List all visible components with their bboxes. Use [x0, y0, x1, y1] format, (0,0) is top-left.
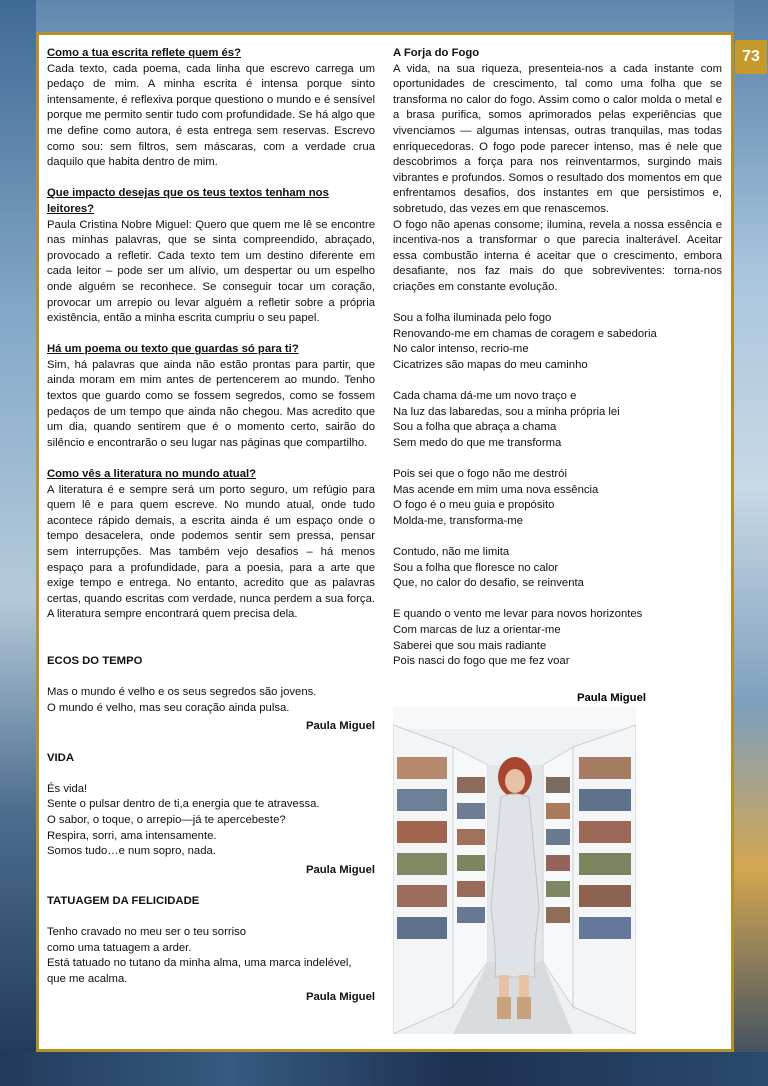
poem-vida: [47, 751, 375, 879]
interview-answer: Cada texto, cada poema, cada linha que escrevo carrega um pedaço de mim. A minha escrita é intensa porque sinto intensamente, é reflexiva porque questiono o mundo e é sensível porque me permito sentir tudo com profundidade. Se há algo que me define como autora, é esta entrega sem reservas. Escrevo como sou: sem filtros, sem máscaras, com a verdade crua daquilo que habita dentro de mim.: [47, 62, 375, 169]
forja-title: A Forja do Fogo: [393, 47, 480, 59]
poem-stanza: [393, 467, 722, 529]
poem-ecos-do-tempo: [47, 654, 375, 735]
poem-line: Sente o pulsar dentro de ti,a energia que te atravessa.: [47, 798, 320, 811]
poem-line: No calor intenso, recrio-me: [393, 343, 529, 356]
poem-line: Pois sei que o fogo não me destrói: [393, 468, 567, 481]
right-column: [393, 46, 722, 670]
poem-line: O mundo é velho, mas seu coração ainda pulsa.: [47, 701, 290, 714]
poem-title: TATUAGEM DA FELICIDADE: [47, 894, 200, 907]
forja-author: Paula Miguel: [576, 692, 646, 704]
poem-line: Contudo, não me limita: [393, 546, 510, 558]
page-number: 73: [735, 40, 767, 74]
poem-line: O sabor, o toque, o arrepio—já te apercebeste?: [47, 813, 286, 826]
interview-answer: A literatura é e sempre será um porto seguro, um refúgio para quem lê e para quem escreve. No mundo atual, onde tudo acontece rápido demais, a escrita ainda é um espaço onde o tempo desacelera, onde podemos sentir sem pressa, pensar sem interrupções. Mas também vejo desafios – há menos espaço para a profundidade, para a poesia, para a arte que exige tempo e entrega. No entanto, acredito que as palavras certas, quando escritas com verdade, nunca perdem a sua força. A literatura sempre encontrará quem precisa dela.: [47, 483, 375, 621]
poem-line: Sou a folha iluminada pelo fogo: [393, 312, 552, 325]
author-photo: [393, 707, 636, 1034]
poem-line: Com marcas de luz a orientar-me: [393, 623, 561, 636]
poem-line: Cada chama dá-me um novo traço e: [393, 390, 577, 403]
interview-item: [47, 46, 375, 171]
poem-line: E quando o vento me levar para novos horizontes: [393, 608, 643, 621]
poem-line: Respira, sorri, ama intensamente.: [47, 829, 217, 842]
poem-tatuagem-da-felicidade: [47, 894, 375, 1006]
poem-line: Sou a folha que floresce no calor: [393, 561, 559, 574]
interview-question: Há um poema ou texto que guardas só para ti?: [47, 343, 299, 356]
interview-question: Que impacto desejas que os teus textos tenham nos leitores?: [47, 187, 329, 215]
poem-line: Cicatrizes são mapas do meu caminho: [393, 358, 588, 371]
library-illustration: [393, 707, 636, 1034]
poem-line: Que, no calor do desafio, se reinventa: [393, 577, 584, 590]
background-left-strip: [0, 0, 36, 1086]
poem-stanza: [393, 311, 722, 373]
interview-item: [47, 342, 375, 451]
interview-answer: Sim, há palavras que ainda não estão prontas para partir, que ainda moram em mim antes de pertencerem ao mundo. Tenho textos que guardo como se fossem segredos, como se fossem pedaços de um tempo que ainda não chegou. Mas acredito que um dia, quando sentirem que é o momento certo, sairão do silêncio e encontrarão o seu lugar nas páginas que compartilho.: [47, 358, 375, 449]
poem-stanza: [393, 389, 722, 451]
poem-line: como uma tatuagem a arder.: [47, 941, 192, 954]
poem-line: que me acalma.: [47, 972, 128, 985]
poem-line: O fogo é o meu guia e propósito: [393, 499, 555, 512]
poem-title: VIDA: [47, 751, 74, 764]
interview-question: Como a tua escrita reflete quem és?: [47, 47, 241, 59]
poem-line: Molda-me, transforma-me: [393, 514, 523, 527]
left-column: [47, 46, 375, 1006]
poem-line: Na luz das labaredas, sou a minha própria lei: [393, 405, 620, 418]
poem-line: És vida!: [47, 782, 88, 795]
poem-stanza: [393, 545, 722, 592]
poem-line: Está tatuado no tutano da minha alma, uma marca indelével,: [47, 957, 352, 970]
interview-item: [47, 467, 375, 623]
poem-line: Somos tudo…e num sopro, nada.: [47, 845, 216, 858]
interview-answer: Paula Cristina Nobre Miguel: Quero que quem me lê se encontre nas minhas palavras, que se sinta compreendido, abraçado, provocado a refletir. Cada texto tem um destino diferente em cada leitor – pode ser um alívio, um despertar ou um espelho onde alguém se reconhece. Se conseguir tocar um coração, provocar um arrepio ou levar alguém a refletir sobre a própria existência, então a minha escrita cumpriu o seu papel.: [47, 218, 375, 325]
interview-item: [47, 186, 375, 326]
poem-line: Pois nasci do fogo que me fez voar: [393, 655, 570, 668]
interview-question: Como vês a literatura no mundo atual?: [47, 468, 257, 481]
poem-author: Paula Miguel: [305, 720, 375, 733]
poem-author: Paula Miguel: [305, 863, 375, 876]
poem-line: Mas acende em mim uma nova essência: [393, 483, 599, 496]
poem-stanza: [393, 607, 722, 669]
forja-paragraph: O fogo não apenas consome; ilumina, revela a nossa essência e incentiva-nos a transformar o que parecia inalterável. Aceitar essa combustão interna é aceitar que o crescimento, embora desafiante, nos faz mais do que sobreviventes: torna-nos criações em constante evolução.: [393, 218, 722, 293]
poem-title: ECOS DO TEMPO: [47, 654, 143, 667]
poem-line: Renovando-me em chamas de coragem e sabedoria: [393, 327, 657, 340]
background-right-strip: [734, 0, 768, 1086]
poem-line: Tenho cravado no meu ser o teu sorriso: [47, 926, 247, 939]
poem-line: Saberei que sou mais radiante: [393, 639, 547, 652]
background-bottom-strip: [0, 1052, 768, 1086]
forja-paragraph: A vida, na sua riqueza, presenteia-nos a cada instante com oportunidades de crescimento, tal como uma folha que se transforma no calor do fogo. Assim como o calor molda o metal e a brasa purifica, somos aprimorados pelas experiências que vivenciamos — algumas intensas, outras tranquilas, mas todas enriquecedoras. O fogo pode parecer intenso, mas é nele que descobrimos a força para nos reinventarmos, surgindo mais vibrantes e profundos. Somos o resultado dos momentos em que enfrentamos desafios, dos instantes em que persistimos e, sobretudo, das vezes em que renascemos.: [393, 62, 722, 215]
poem-line: Sem medo do que me transforma: [393, 436, 562, 449]
poem-line: Sou a folha que abraça a chama: [393, 421, 557, 434]
poem-line: Mas o mundo é velho e os seus segredos são jovens.: [47, 686, 317, 699]
poem-author: Paula Miguel: [305, 991, 375, 1004]
